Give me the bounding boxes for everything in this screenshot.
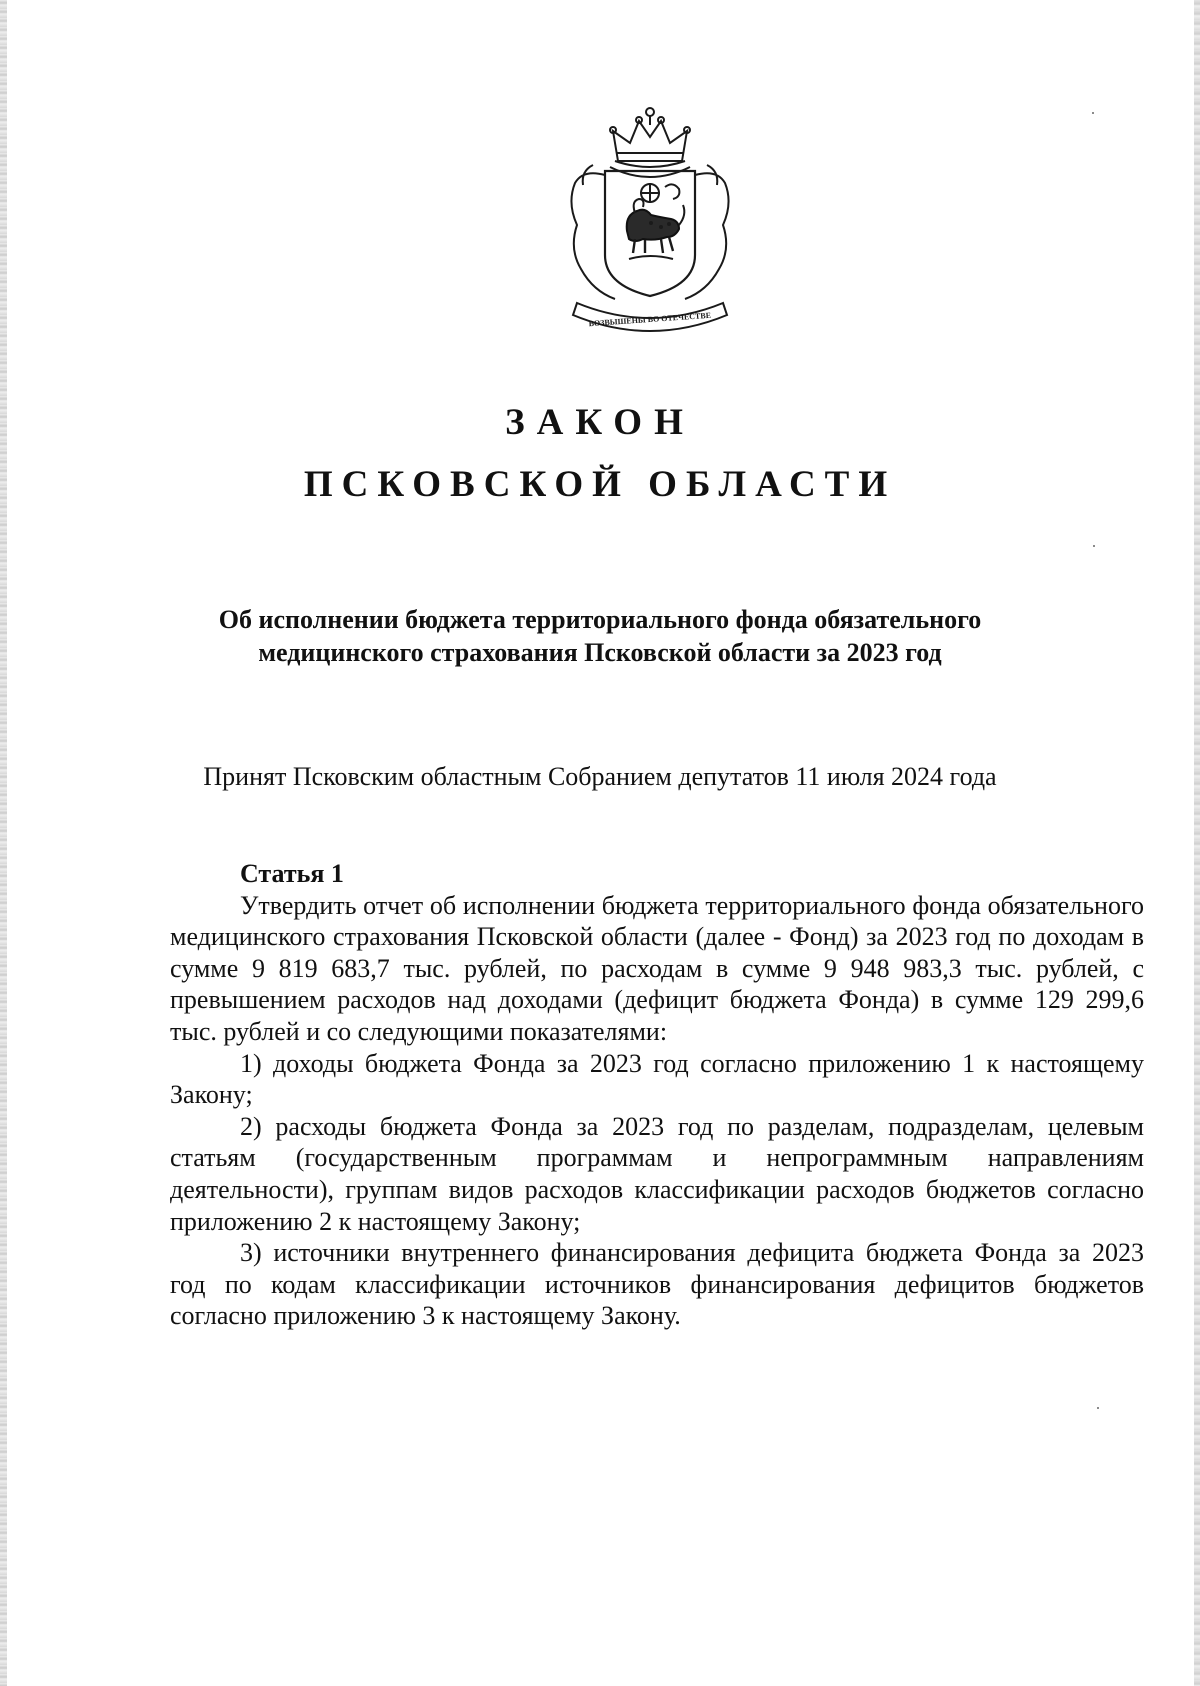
scan-edge-left — [0, 0, 7, 1686]
article-item-3: 3) источники внутреннего финансирования дефицита бюджета Фонда за 2023 год по кодам классификации источников финансирования дефицитов бюджетов согласно приложению 3 к настоящему Закону. — [170, 1238, 1144, 1331]
document-subject — [170, 603, 1030, 669]
subject-line-2: медицинского страхования Псковской области за 2023 год — [258, 638, 942, 667]
scan-speck — [1092, 112, 1094, 114]
adoption-statement: Принят Псковским областным Собранием депутатов 11 июля 2024 года — [203, 762, 997, 791]
subject-line-1: Об исполнении бюджета территориального фонда обязательного — [218, 605, 982, 634]
article-item-1: 1) доходы бюджета Фонда за 2023 год согласно приложению 1 к настоящему Закону; — [170, 1048, 1144, 1110]
scan-edge-right — [1194, 0, 1200, 1686]
scan-speck — [1097, 1407, 1099, 1409]
document-region: ПСКОВСКОЙ ОБЛАСТИ — [303, 464, 897, 505]
pskov-oblast-coat-of-arms-icon — [555, 103, 745, 338]
article-1 — [170, 858, 1144, 1332]
scan-speck — [1093, 545, 1095, 547]
article-intro: Утвердить отчет об исполнении бюджета территориального фонда обязательного медицинского страхования Псковской области (далее - Фонд) за 2023 год по доходам в сумме 9 819 683,7 тыс. рублей, по расходам в сумме 9 948 983,3 тыс. рублей, с превышением расходов над доходами (дефицит бюджета Фонда) в сумме 129 299,6 тыс. рублей и со следующими показателями: — [170, 890, 1144, 1046]
article-item-2: 2) расходы бюджета Фонда за 2023 год по разделам, подразделам, целевым статьям (государственным программам и непрограммным направлениям деятельности), группам видов расходов классификации расходов бюджетов согласно приложению 2 к настоящему Закону; — [170, 1111, 1144, 1236]
svg-text:ВОЗВЫШЕНЫ ВО ОТЕЧЕСТВЕ: ВОЗВЫШЕНЫ ВО ОТЕЧЕСТВЕ — [588, 310, 712, 329]
document-title: ЗАКОН — [505, 402, 695, 443]
article-heading: Статья 1 — [240, 859, 344, 888]
